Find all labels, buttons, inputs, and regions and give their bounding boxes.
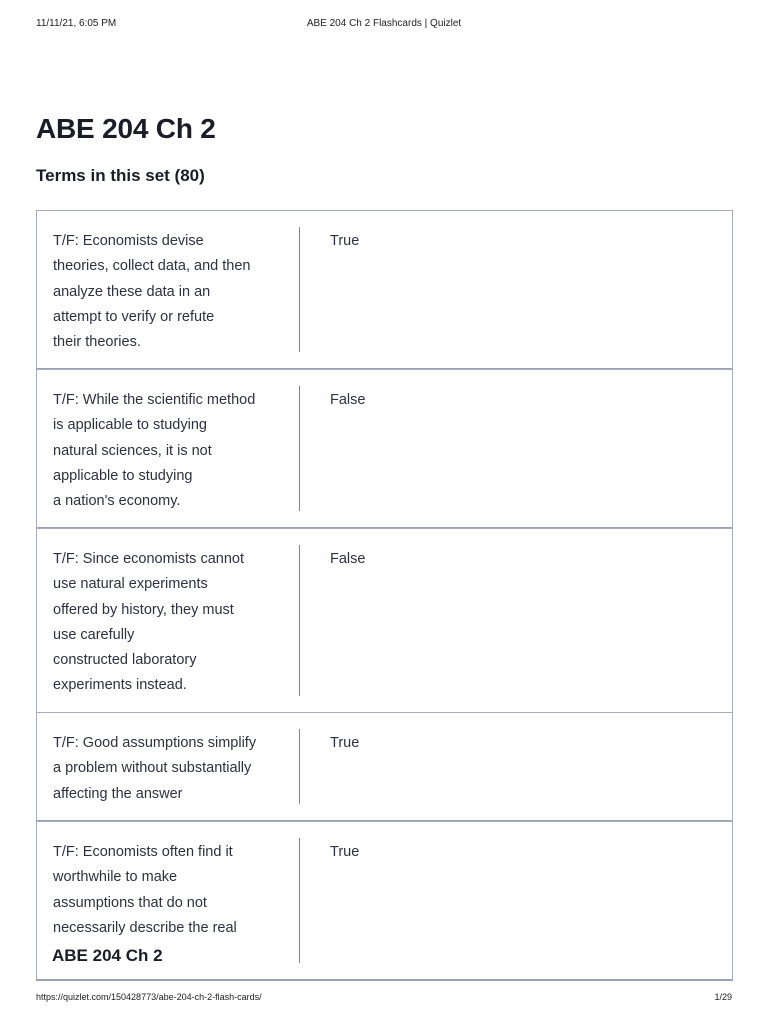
card-definition: False <box>330 551 366 567</box>
card-divider <box>299 386 300 511</box>
card-definition: True <box>330 233 360 249</box>
term-line: T/F: While the scientific method <box>53 392 256 408</box>
term-line: analyze these data in an <box>53 283 211 300</box>
card-definition: False <box>330 392 366 408</box>
term-line: necessarily describe the real <box>53 919 237 936</box>
flashcard-row[interactable] <box>36 369 733 529</box>
term-line: T/F: Economists devise <box>53 233 204 249</box>
term-line: a problem without substantially <box>53 760 252 777</box>
print-footer <box>36 992 732 1006</box>
card-term <box>53 388 273 514</box>
term-line: T/F: Good assumptions simplify <box>53 735 257 751</box>
card-term <box>53 731 273 807</box>
card-definition: True <box>330 844 360 860</box>
footer-set-title: ABE 204 Ch 2 <box>52 946 163 965</box>
term-line: constructed laboratory <box>53 652 197 669</box>
page-number: 1/29 <box>714 992 732 1002</box>
print-header <box>36 18 732 32</box>
term-line: natural sciences, it is not <box>53 442 212 459</box>
term-line: their theories. <box>53 334 141 351</box>
flashcard-row[interactable] <box>36 210 733 370</box>
card-divider <box>299 227 300 352</box>
term-line: T/F: Since economists cannot <box>53 551 244 567</box>
term-line: applicable to studying <box>53 467 193 484</box>
term-line: theories, collect data, and then <box>53 258 251 275</box>
terms-heading: Terms in this set (80) <box>36 166 205 185</box>
card-divider <box>299 545 300 696</box>
flashcard-row[interactable] <box>36 528 733 714</box>
term-line: affecting the answer <box>53 785 183 802</box>
term-line: use natural experiments <box>53 576 208 593</box>
term-line: a nation's economy. <box>53 493 181 510</box>
card-term <box>53 840 273 941</box>
term-line: assumptions that do not <box>53 894 207 911</box>
card-divider <box>299 838 300 963</box>
term-line: worthwhile to make <box>53 869 178 886</box>
card-definition: True <box>330 735 360 751</box>
term-line: is applicable to studying <box>53 417 207 434</box>
flashcard-row[interactable] <box>36 712 733 822</box>
card-term <box>53 229 273 355</box>
page-title: ABE 204 Ch 2 <box>36 113 216 144</box>
print-doc-title: ABE 204 Ch 2 Flashcards | Quizlet <box>306 18 462 29</box>
term-line: use carefully <box>53 626 135 643</box>
print-url[interactable]: https://quizlet.com/150428773/abe-204-ch-2-flash-cards/ <box>36 992 262 1002</box>
print-date: 11/11/21, 6:05 PM <box>36 18 117 29</box>
term-line: T/F: Economists often find it <box>53 844 233 860</box>
card-divider <box>299 729 300 804</box>
term-line: offered by history, they must <box>53 601 234 618</box>
flashcard-list <box>36 210 733 936</box>
card-term <box>53 547 273 699</box>
term-line: attempt to verify or refute <box>53 308 215 325</box>
term-line: experiments instead. <box>53 677 187 694</box>
